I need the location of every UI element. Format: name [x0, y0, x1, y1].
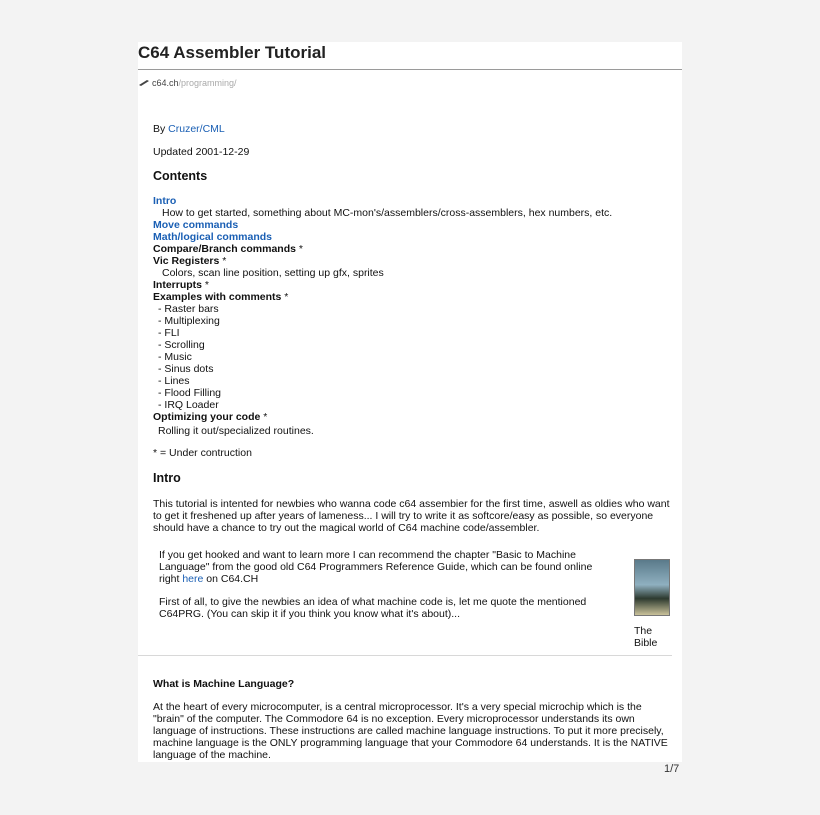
toc-example-item: - FLI — [158, 327, 180, 339]
here-link[interactable]: here — [182, 573, 204, 585]
source-url — [138, 78, 237, 88]
toc-interrupts: Interrupts * — [153, 279, 210, 291]
toc-example-item: - Scrolling — [158, 339, 205, 351]
ml-para-line: language of instructions. These instructions are called machine language instructions. To put it more precisely, — [153, 725, 664, 737]
title-divider — [138, 69, 682, 70]
updated-date: Updated 2001-12-29 — [153, 146, 250, 158]
toc-example-item: - IRQ Loader — [158, 399, 219, 411]
toc-example-item: - Flood Filling — [158, 387, 222, 399]
toc-vic-desc: Colors, scan line position, setting up gfx, sprites — [162, 267, 384, 279]
contents-heading: Contents — [153, 169, 208, 183]
bible-book-image[interactable] — [634, 559, 670, 616]
byline: By Cruzer/CML — [153, 123, 225, 135]
ml-para-line: "brain" of the computer. The Commodore 64 is no exception. Every microprocessor understands its own — [153, 713, 635, 725]
author-link[interactable]: Cruzer/CML — [168, 123, 225, 135]
construction-legend: * = Under contruction — [153, 447, 252, 459]
quote-line: First of all, to give the newbies an idea of what machine code is, let me quote the mentioned — [159, 596, 587, 608]
ml-para-line: machine language is the ONLY programming language that your Commodore 64 understands. It is the NATIVE — [153, 737, 668, 749]
toc-example-item: - Multiplexing — [158, 315, 220, 327]
document-page — [138, 42, 682, 762]
toc-vic: Vic Registers * — [153, 255, 227, 267]
quote-line: Language" from the good old C64 Programmers Reference Guide, which can be found online — [159, 561, 593, 573]
intro-para-line: This tutorial is intented for newbies who wanna code c64 assembier for the first time, aswell as oldies who want — [153, 498, 670, 510]
toc-intro-desc: How to get started, something about MC-mon's/assemblers/cross-assemblers, hex numbers, etc. — [162, 207, 613, 219]
toc-link-intro[interactable]: Intro — [153, 195, 177, 207]
page-number: 1/7 — [664, 763, 680, 775]
ml-para-line: At the heart of every microcomputer, is a central microprocessor. It's a very special microchip which is the — [153, 701, 642, 713]
source-path: /programming/ — [178, 78, 237, 88]
toc-example-item: - Raster bars — [158, 303, 219, 315]
section-divider — [138, 655, 672, 656]
ml-heading: What is Machine Language? — [153, 678, 295, 690]
source-host: c64.ch — [152, 78, 179, 88]
pen-icon — [138, 79, 150, 87]
toc-example-item: - Music — [158, 351, 192, 363]
quote-line: right here on C64.CH — [159, 573, 259, 585]
toc-example-item: - Sinus dots — [158, 363, 214, 375]
page-title: C64 Assembler Tutorial — [138, 43, 327, 62]
intro-para-line: should have a chance to try out the magical world of C64 machine code/assembler. — [153, 522, 540, 534]
toc-compare: Compare/Branch commands * — [153, 243, 303, 255]
bible-caption: The Bible — [634, 625, 658, 649]
toc-optimizing: Optimizing your code * — [153, 411, 268, 423]
intro-heading: Intro — [153, 471, 181, 485]
toc-optimizing-desc: Rolling it out/specialized routines. — [158, 425, 314, 437]
intro-para-line: to get it freshened up after years of lameness... I will try to write it as softcore/easy as possible, so everyone — [153, 510, 654, 522]
toc-link-move[interactable]: Move commands — [153, 219, 239, 231]
quote-line: If you get hooked and want to learn more I can recommend the chapter "Basic to Machine — [159, 549, 576, 561]
quote-line: C64PRG. (You can skip it if you think you know what it's about)... — [159, 608, 461, 620]
ml-para-line: language of the machine. — [153, 749, 271, 761]
toc-example-item: - Lines — [158, 375, 190, 387]
toc-link-math[interactable]: Math/logical commands — [153, 231, 273, 243]
toc-examples: Examples with comments * — [153, 291, 289, 303]
